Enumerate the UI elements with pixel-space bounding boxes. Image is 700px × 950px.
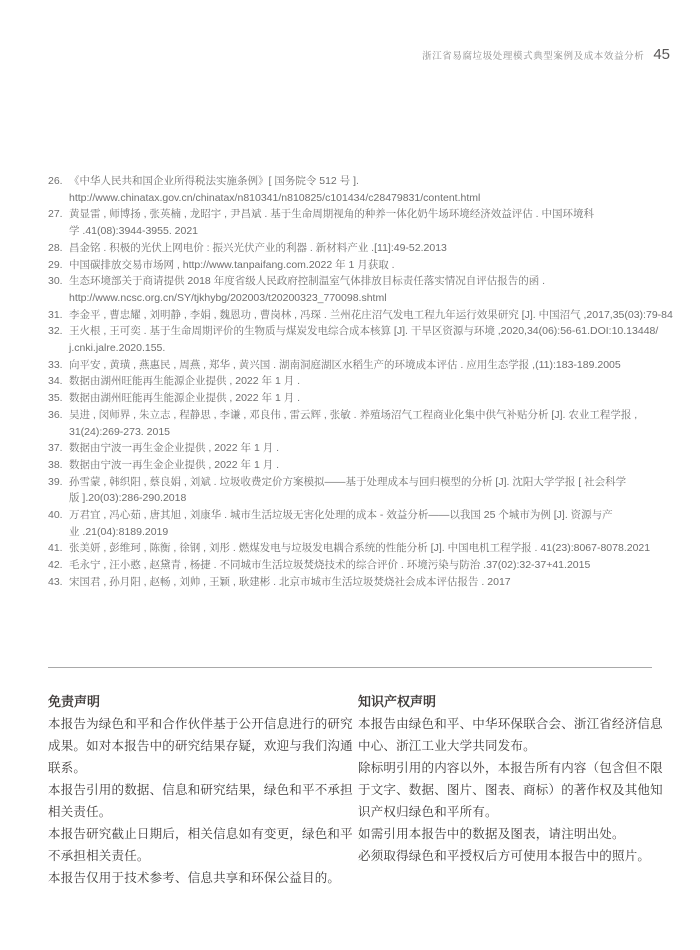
- page-number: 45: [653, 46, 670, 63]
- copyright-line: 本报告由绿色和平、中华环保联合会、浙江省经济信息: [358, 717, 663, 731]
- reference-item: [48, 240, 672, 257]
- reference-item: [48, 257, 672, 274]
- reference-line: 向平安 , 黄璜 , 燕惠民 , 周燕 , 郑华 , 黄兴国 . 湖南洞庭湖区水稻生产的环境成本评估 . 应用生态学报 ,(11):183-189.2005: [69, 358, 621, 371]
- reference-number: 29.: [48, 258, 63, 271]
- reference-number: 39.: [48, 475, 63, 488]
- copyright-paragraph: [358, 713, 666, 757]
- disclaimer-title: 免责声明: [48, 694, 101, 709]
- reference-line: 31(24):269-273. 2015: [69, 425, 170, 438]
- reference-item: [48, 407, 672, 440]
- reference-text: [69, 574, 672, 591]
- reference-line: 数据由湖州旺能再生能源企业提供 , 2022 年 1 月 .: [69, 375, 301, 388]
- reference-line: 版 ].20(03):286-290.2018: [69, 492, 187, 505]
- reference-text: [69, 173, 672, 206]
- copyright-section: [358, 694, 666, 889]
- reference-number: 30.: [48, 275, 63, 288]
- reference-line: 昌金铭 . 积极的光伏上网电价 : 振兴光伏产业的利器 . 新材料产业 .[11]:49-52.2013: [69, 241, 447, 254]
- reference-line: 毛永宁 , 汪小憨 , 赵黛青 , 杨捷 . 不同城市生活垃圾焚烧技术的综合评价 . 环境污染与防治 .37(02):32-37+41.2015: [69, 559, 591, 572]
- reference-text: [69, 457, 672, 474]
- reference-item: [48, 373, 672, 390]
- copyright-line: 于文字、数据、图片、图表、商标）的著作权及其他知: [358, 783, 663, 797]
- reference-item: [48, 173, 672, 206]
- reference-line: 中国碳排放交易市场网 , http://www.tanpaifang.com.2022 年 1 月获取 .: [69, 258, 395, 271]
- reference-line: 生态环境部关于商请提供 2018 年度省级人民政府控制温室气体排放目标责任落实情况自评估报告的函 .: [69, 275, 546, 288]
- reference-number: 42.: [48, 559, 63, 572]
- disclaimer-line: 相关责任。: [48, 805, 112, 819]
- disclaimer-body: [48, 713, 358, 889]
- reference-line: 黄显雷 , 师博扬 , 张英楠 , 龙昭宇 , 尹昌斌 . 基于生命周期视角的种养一体化奶牛场环境经济效益评估 . 中国环境科: [69, 208, 595, 221]
- reference-text: [69, 407, 672, 440]
- reference-text: [69, 273, 672, 306]
- reference-number: 43.: [48, 575, 63, 588]
- disclaimer-line: 联系。: [48, 761, 87, 775]
- reference-text: [69, 257, 672, 274]
- reference-item: [48, 557, 672, 574]
- reference-number: 41.: [48, 542, 63, 555]
- copyright-paragraph: [358, 845, 666, 867]
- reference-line: 数据由宁波一再生金企业提供 , 2022 年 1 月 .: [69, 458, 280, 471]
- reference-number: 32.: [48, 325, 63, 338]
- reference-number: 35.: [48, 392, 63, 405]
- reference-number: 40.: [48, 509, 63, 522]
- disclaimer-line: 本报告研究截止日期后，相关信息如有变更，绿色和平: [48, 827, 353, 841]
- reference-text: [69, 507, 672, 540]
- reference-number: 37.: [48, 442, 63, 455]
- reference-number: 27.: [48, 208, 63, 221]
- reference-line: 张美妍 , 彭维珂 , 陈衡 , 徐钢 , 刘彤 . 燃煤发电与垃圾发电耦合系统的性能分析 [J]. 中国电机工程学报 . 41(23):8067-8078.2021: [69, 542, 651, 555]
- reference-text: [69, 323, 672, 356]
- reference-item: [48, 474, 672, 507]
- reference-number: 34.: [48, 375, 63, 388]
- reference-text: [69, 540, 672, 557]
- disclaimer-paragraph: [48, 823, 358, 867]
- reference-item: [48, 507, 672, 540]
- reference-line: http://www.ncsc.org.cn/SY/tjkhybg/202003/t20200323_770098.shtml: [69, 291, 387, 304]
- reference-text: [69, 373, 672, 390]
- reference-item: [48, 323, 672, 356]
- copyright-line: 必须取得绿色和平授权后方可使用本报告中的照片。: [358, 849, 651, 863]
- reference-item: [48, 273, 672, 306]
- copyright-paragraph: [358, 823, 666, 845]
- reference-number: 26.: [48, 175, 63, 187]
- disclaimer-paragraph: [48, 779, 358, 823]
- reference-item: [48, 574, 672, 591]
- disclaimer-section: [48, 694, 358, 889]
- reference-list: [48, 173, 672, 591]
- reference-number: 31.: [48, 308, 63, 321]
- copyright-line: 如需引用本报告中的数据及图表，请注明出处。: [358, 827, 625, 841]
- reference-line: 宋国君 , 孙月阳 , 赵畅 , 刘帅 , 王颖 , 耿建彬 . 北京市城市生活垃圾焚烧社会成本评估报告 . 2017: [69, 575, 511, 588]
- copyright-line: 中心、浙江工业大学共同发布。: [358, 739, 536, 753]
- footer-divider: [48, 667, 652, 668]
- disclaimer-line: 本报告引用的数据、信息和研究结果，绿色和平不承担: [48, 783, 353, 797]
- copyright-line: 除标明引用的内容以外，本报告所有内容（包含但不限: [358, 761, 663, 775]
- reference-line: 业 .21(04):8189.2019: [69, 525, 169, 538]
- running-header-title: 浙江省易腐垃圾处理模式典型案例及成本效益分析: [422, 50, 645, 62]
- disclaimer-paragraph: [48, 713, 358, 779]
- copyright-paragraph: [358, 757, 666, 823]
- disclaimer-line: 不承担相关责任。: [48, 849, 150, 863]
- reference-item: [48, 440, 672, 457]
- copyright-title: 知识产权声明: [358, 694, 437, 709]
- reference-text: [69, 357, 672, 374]
- reference-item: [48, 307, 672, 324]
- reference-line: 吴进 , 闵师界 , 朱立志 , 程静思 , 李谦 , 邓良伟 , 雷云辉 , 张敏 . 养殖场沼气工程商业化集中供气补贴分析 [J]. 农业工程学报 ,: [69, 408, 638, 421]
- reference-item: [48, 390, 672, 407]
- reference-line: 学 .41(08):3944-3955. 2021: [69, 225, 199, 238]
- reference-item: [48, 540, 672, 557]
- disclaimer-line: 本报告仅用于技术参考、信息共享和环保公益目的。: [48, 871, 341, 885]
- reference-line: 王火根 , 王可奕 . 基于生命周期评价的生物质与煤炭发电综合成本核算 [J]. 干旱区资源与环境 ,2020,34(06):56-61.DOI:10.13448/: [69, 325, 659, 338]
- reference-item: [48, 457, 672, 474]
- reference-number: 38.: [48, 458, 63, 471]
- reference-line: 万君宜 , 冯心茹 , 唐其旭 , 刘康华 . 城市生活垃圾无害化处理的成本 - 效益分析——以我国 25 个城市为例 [J]. 资源与产: [69, 509, 613, 522]
- reference-line: 数据由宁波一再生金企业提供 , 2022 年 1 月 .: [69, 442, 280, 455]
- reference-number: 28.: [48, 241, 63, 254]
- reference-item: [48, 357, 672, 374]
- copyright-body: [358, 713, 666, 867]
- disclaimer-paragraph: [48, 867, 358, 889]
- footer-notices: [48, 694, 666, 889]
- reference-text: [69, 440, 672, 457]
- reference-line: http://www.chinatax.gov.cn/chinatax/n810341/n810825/c101434/c28479831/content.html: [69, 191, 481, 204]
- reference-text: [69, 474, 672, 507]
- reference-line: j.cnki.jalre.2020.155.: [69, 342, 166, 355]
- copyright-line: 识产权归绿色和平所有。: [358, 805, 498, 819]
- reference-text: [69, 206, 672, 239]
- reference-line: 孙雪蒙 , 韩织阳 , 蔡良娟 , 刘斌 . 垃圾收费定价方案模拟——基于处理成本与回归模型的分析 [J]. 沈阳大学学报 [ 社会科学: [69, 475, 627, 488]
- reference-text: [69, 307, 672, 324]
- reference-number: 33.: [48, 358, 63, 371]
- disclaimer-line: 成果。如对本报告中的研究结果存疑，欢迎与我们沟通: [48, 739, 353, 753]
- reference-number: 36.: [48, 408, 63, 421]
- reference-text: [69, 390, 672, 407]
- running-header: [422, 46, 670, 63]
- reference-line: 李金平 , 曹忠耀 , 刘明静 , 李娟 , 魏恩功 , 曹岗林 , 冯琛 . 兰州花庄沼气发电工程九年运行效果研究 [J]. 中国沼气 ,2017,35(03):79-84: [69, 308, 673, 321]
- reference-item: [48, 206, 672, 239]
- reference-text: [69, 557, 672, 574]
- reference-text: [69, 240, 672, 257]
- disclaimer-line: 本报告为绿色和平和合作伙伴基于公开信息进行的研究: [48, 717, 353, 731]
- reference-line: 数据由湖州旺能再生能源企业提供 , 2022 年 1 月 .: [69, 392, 301, 405]
- reference-line: 《中华人民共和国企业所得税法实施条例》[ 国务院令 512 号 ].: [69, 175, 359, 187]
